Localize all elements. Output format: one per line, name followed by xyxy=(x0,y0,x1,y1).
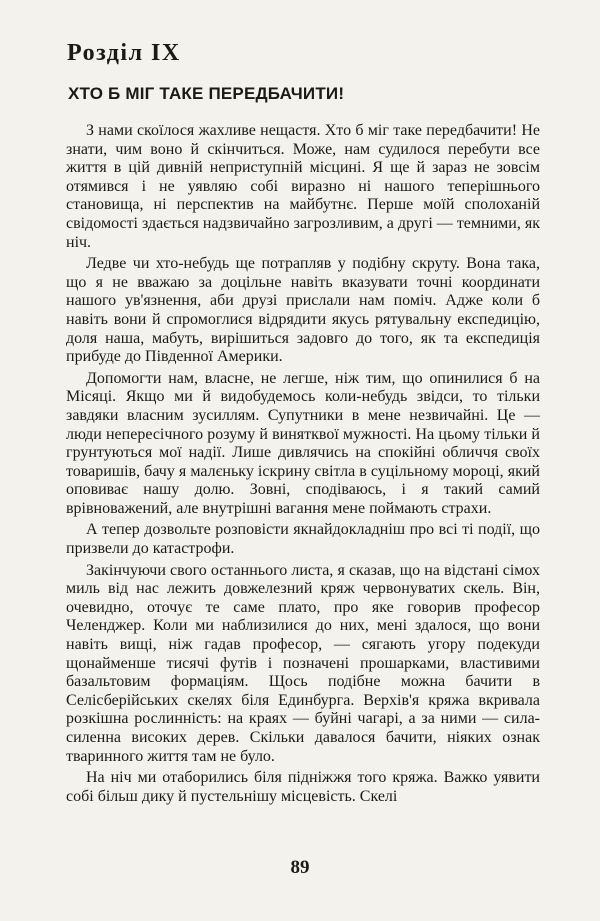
body-text xyxy=(66,122,540,809)
paragraph: А тепер дозвольте розповісти якнайдокладніш про всі ті події, що призвели до катастрофи. xyxy=(66,521,540,558)
paragraph: Допомогти нам, власне, не легше, ніж тим, що опинилися б на Місяці. Якщо ми й видобудемось коли-небудь звідси, то тільки завдяки власним зусиллям. Супутники в мене незвичайні. Це — люди непересічного розуму й винятквої мужності. На цьому тільки й грунтуються мої надії. Лише дивлячись на спокійні обличчя своїх товаришів, бачу я малєньку іскрину світла в суцільному мороці, який оповиває нашу долю. Зовні, сподіваюсь, і я такий самий врівноважений, але внутрішні вагання мене поймають страхи. xyxy=(66,369,540,517)
page-number: 89 xyxy=(290,857,310,878)
paragraph: З нами скоїлося жахливе нещастя. Хто б міг таке передбачити! Не знати, чим воно й скінчиться. Може, нам судилося перебути все життя в цій дивній неприступній місцині. Я ще й зараз не зовсім отямився і не уявляю собі виразно ні нашого теперішнього становища, ні перспектив на майбутнє. Перше моїй сполоханій свідомості здається надзвичайно загрозливим, а другі — темними, як ніч. xyxy=(66,122,540,251)
paragraph: Ледве чи хто-небудь ще потрапляв у подібну скруту. Вона така, що я не вважаю за доцільне навіть вказувати точні координати нашого ув'язнення, аби друзі прислали нам поміч. Адже коли б навіть вони й спромоглися відрядити якусь рятувальну експедицію, доля наша, мабуть, вирішиться задовго до того, як та експедиція прибуде до Південної Америки. xyxy=(66,255,540,366)
chapter-title: ХТО Б МІГ ТАКЕ ПЕРЕДБАЧИТИ! xyxy=(68,84,345,103)
chapter-heading: Розділ IX xyxy=(67,40,181,66)
paragraph: Закінчуючи свого останнього листа, я сказав, що на відстані сімох миль від нас лежить довжелезний кряж червонуватих скель. Він, очевидно, оточує те саме плато, про яке говорив професор Челенджер. Коли ми наблизилися до них, мені здалося, що вони навіть вищі, ніж гадав професор, — сягають угору подекуди щонайменше тисячі футів і позначені прошарками, властивими базальтовим формаціям. Щось подібне можна бачити в Селісберійських скелях біля Единбурга. Верхів'я кряжа вкривала розкішна рослинність: на краях — буйні чагарі, а за ними — сила-силенна високих дерев. Скільки давалося бачити, ніяких ознак тваринного життя там не було. xyxy=(66,561,540,765)
paragraph: На ніч ми отаборились біля підніжжя того кряжа. Важко уявити собі більш дику й пустельнішу місцевість. Скелі xyxy=(66,769,540,805)
